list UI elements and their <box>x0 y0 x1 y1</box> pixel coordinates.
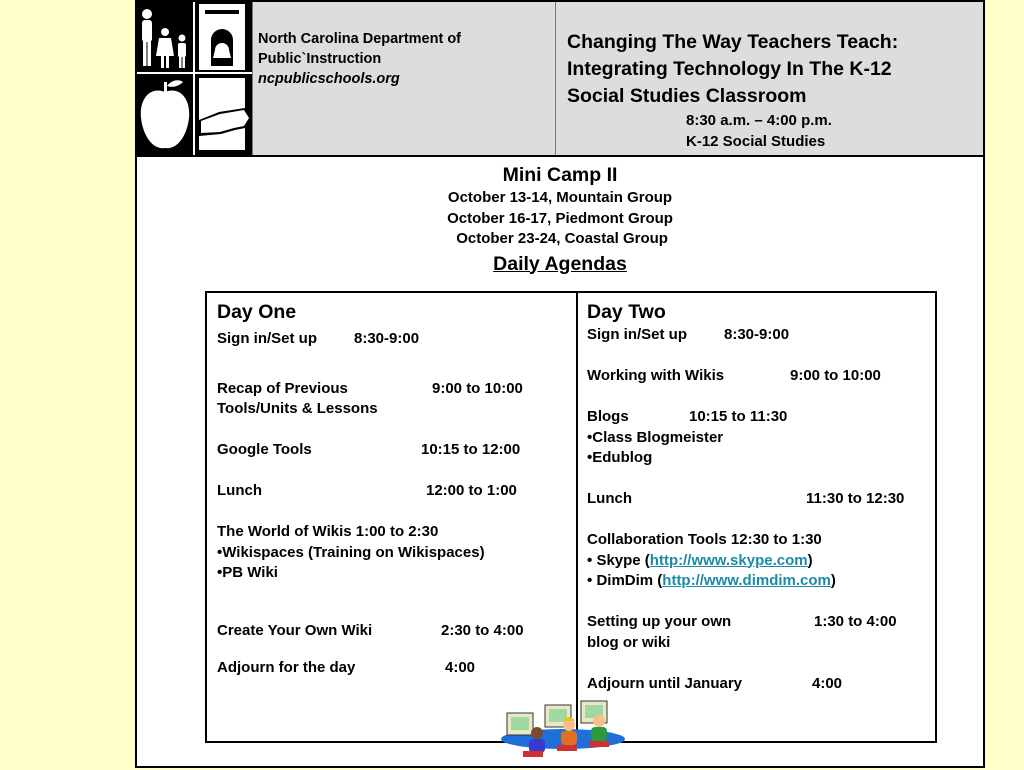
course-subject: K-12 Social Studies <box>686 133 826 150</box>
item-time: 9:00 to 10:00 <box>432 379 523 397</box>
course-title-line3: Social Studies Classroom <box>567 85 807 107</box>
agenda-item <box>217 621 572 642</box>
skype-link[interactable]: http://www.skype.com <box>649 551 808 569</box>
bullet-item <box>587 551 932 572</box>
dimdim-link[interactable]: http://www.dimdim.com <box>662 572 831 589</box>
course-title-line2: Integrating Technology In The K-12 <box>567 58 892 80</box>
header-divider <box>555 2 556 155</box>
agenda-item <box>217 329 572 350</box>
agenda-column-divider <box>576 293 578 741</box>
course-title-line1: Changing The Way Teachers Teach: <box>567 31 899 53</box>
agenda-item <box>217 440 572 461</box>
bullet-item <box>587 448 932 469</box>
item-time: 4:00 <box>445 659 476 676</box>
daily-agendas-heading: Daily Agendas <box>493 252 627 275</box>
bullet-text: Edublog <box>592 449 653 466</box>
item-label: Lunch <box>587 490 632 507</box>
group-piedmont: October 16-17, Piedmont Group <box>447 209 673 227</box>
group-mountain: October 13-14, Mountain Group <box>447 189 673 206</box>
bullet-text: Wikispaces (Training on Wikispaces) <box>222 543 485 561</box>
department-name-line1: North Carolina Department of <box>258 31 462 47</box>
mini-camp-heading <box>137 162 983 278</box>
item-label: Create Your Own Wiki <box>217 621 373 639</box>
bullet-item <box>217 543 572 564</box>
item-time: 1:30 to 4:00 <box>814 613 897 630</box>
item-time: 8:30-9:00 <box>724 326 790 343</box>
item-time: 4:00 <box>812 674 843 692</box>
item-label: Sign in/Set up <box>587 326 687 343</box>
bullet-item <box>587 428 932 449</box>
course-time: 8:30 a.m. – 4:00 p.m. <box>686 112 832 129</box>
agenda-item <box>587 407 932 428</box>
agenda-item <box>587 489 932 510</box>
day-one-column <box>217 299 572 679</box>
course-title-block <box>567 29 977 152</box>
north-carolina-map-icon <box>199 78 251 150</box>
slide-frame <box>135 0 985 768</box>
bullet-text: Class Blogmeister <box>592 428 724 446</box>
item-time: 12:00 to 1:00 <box>426 482 517 499</box>
bullet-item <box>587 571 932 592</box>
agenda-table <box>205 291 937 743</box>
item-time: 8:30-9:00 <box>354 330 420 347</box>
bell-tower-icon <box>199 4 245 70</box>
item-time: 2:30 to 4:00 <box>441 621 524 639</box>
department-name-line2: Public`Instruction <box>258 51 382 67</box>
item-label: Setting up your own <box>587 613 732 630</box>
day-two-column <box>587 299 932 694</box>
agenda-item <box>217 481 572 502</box>
item-label: Google Tools <box>217 441 312 458</box>
agenda-item <box>217 379 572 400</box>
item-label: Blogs <box>587 408 629 425</box>
agenda-item <box>217 658 572 679</box>
bullet-text: DimDim ( <box>596 572 663 589</box>
item-label: Lunch <box>217 482 262 499</box>
day-one-heading: Day One <box>217 301 297 323</box>
item-label: Adjourn until January <box>587 674 743 692</box>
group-coastal: October 23-24, Coastal Group <box>452 230 668 247</box>
bullet-text: Skype ( <box>596 551 650 569</box>
item-label: Tools/Units & Lessons <box>217 400 378 417</box>
day-two-heading: Day Two <box>587 301 666 323</box>
item-time: 10:15 to 11:30 <box>689 408 788 425</box>
item-label: Working with Wikis <box>587 367 725 384</box>
item-time: 11:30 to 12:30 <box>806 490 905 507</box>
department-url: ncpublicschools.org <box>258 71 400 87</box>
agenda-item-continuation <box>587 633 932 654</box>
agenda-item-continuation <box>217 399 572 420</box>
item-time: 10:15 to 12:00 <box>421 441 521 458</box>
agenda-item <box>587 325 932 346</box>
agenda-item <box>587 674 932 695</box>
bullet-text: ) <box>807 551 813 569</box>
agenda-item <box>587 612 932 633</box>
bullet-text: PB Wiki <box>222 564 278 581</box>
bullet-item <box>217 563 572 584</box>
item-label: Recap of Previous <box>217 379 348 397</box>
kids-at-computers-clipart <box>493 699 629 765</box>
agenda-item <box>217 522 572 543</box>
department-block <box>258 29 548 89</box>
item-label: Sign in/Set up <box>217 330 317 347</box>
header-bar <box>137 2 983 157</box>
dpi-logo <box>137 2 253 155</box>
item-label: Adjourn for the day <box>217 659 356 676</box>
mini-camp-title: Mini Camp II <box>502 164 618 186</box>
item-label: blog or wiki <box>587 633 671 651</box>
item-time: 9:00 to 10:00 <box>790 367 881 384</box>
agenda-item <box>587 530 932 551</box>
item-label: Collaboration Tools 12:30 to 1:30 <box>587 531 822 548</box>
agenda-item <box>587 366 932 387</box>
item-label: The World of Wikis 1:00 to 2:30 <box>217 523 439 540</box>
bullet-text: ) <box>830 572 836 589</box>
